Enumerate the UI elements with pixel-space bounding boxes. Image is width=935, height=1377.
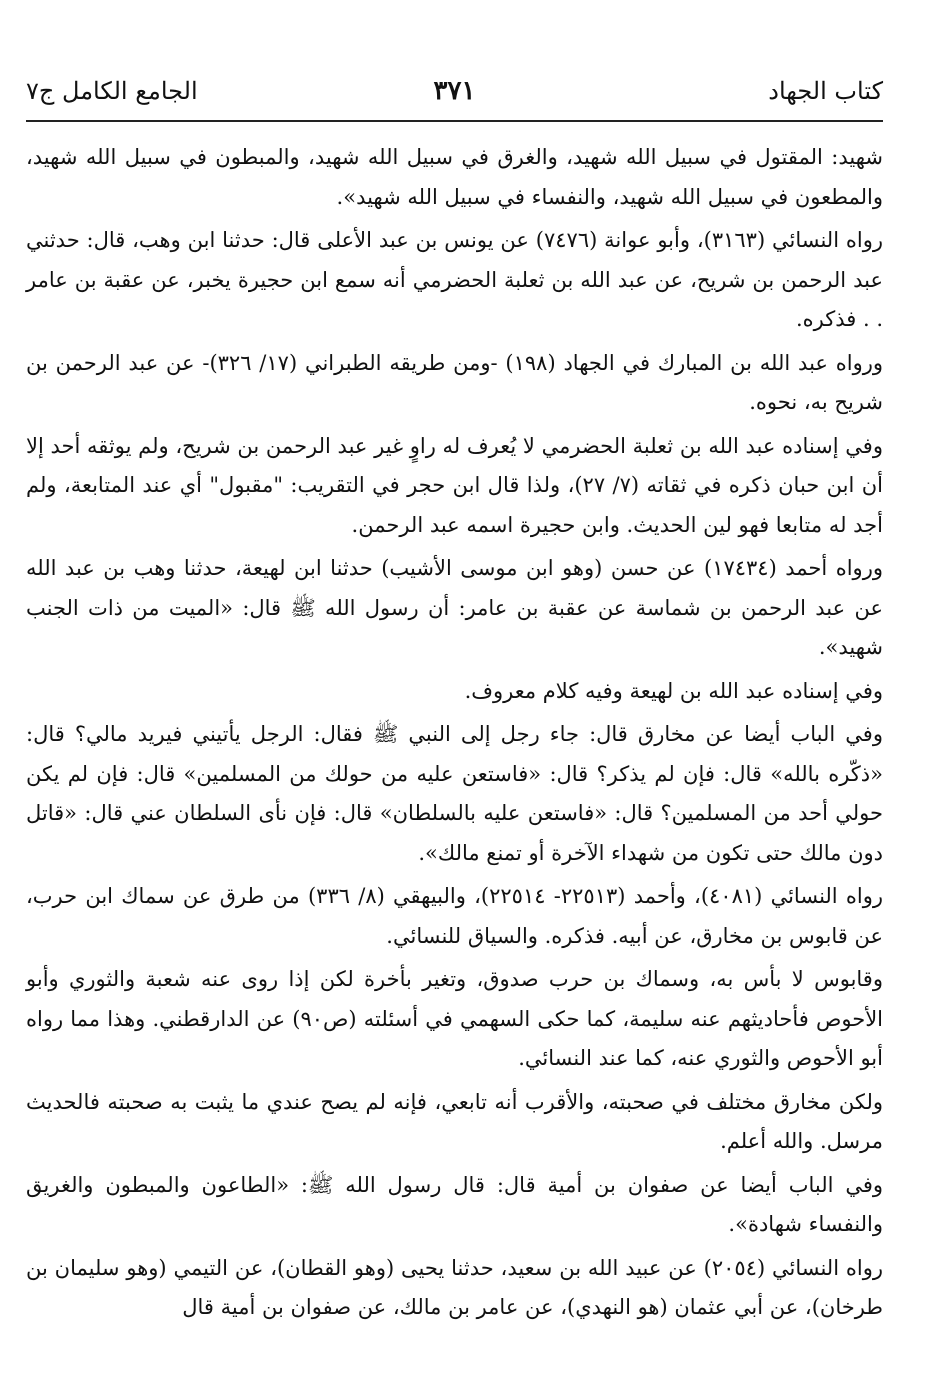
- paragraph: رواه النسائي (٣١٦٣)، وأبو عوانة (٧٤٧٦) عن يونس بن عبد الأعلى قال: حدثنا ابن وهب، قال: حدثني عبد الرحمن بن شريح، عن عبد الله بن ثعلبة الحضرمي أنه سمع ابن حجيرة يخبر، عن عقبة بن عامر . . فذكره.: [26, 228, 883, 331]
- paragraph: رواه النسائي (٢٠٥٤) عن عبيد الله بن سعيد، حدثنا يحيى (وهو القطان)، عن التيمي (وهو سليمان بن طرخان)، عن أبي عثمان (هو النهدي)، عن عامر بن مالك، عن صفوان بن أمية قال: [26, 1255, 883, 1319]
- paragraph: وفي الباب أيضا عن مخارق قال: جاء رجل إلى النبي ﷺ فقال: الرجل يأتيني فيريد مالي؟ قال: «ذكّره بالله» قال: فإن لم يذكر؟ قال: «فاستعن عليه من حولك من المسلمين» قال: فإن لم يكن حولي أحد من المسلمين؟ قال: «فاستعن عليه بالسلطان» قال: فإن نأى السلطان عني قال: «قاتل دون مالك حتى تكون من شهداء الآخرة أو تمنع مالك».: [26, 722, 883, 865]
- series-title: الجامع الكامل ج٧: [26, 77, 198, 105]
- paragraph: وفي الباب أيضا عن صفوان بن أمية قال: قال رسول الله ﷺ: «الطاعون والمبطون والغريق والنفساء شهادة».: [26, 1172, 883, 1236]
- page-body: [26, 138, 883, 1328]
- paragraph: شهيد: المقتول في سبيل الله شهيد، والغرق في سبيل الله شهيد، والمبطون في سبيل الله شهيد، والمطعون في سبيل الله شهيد، والنفساء في سبيل الله شهيد».: [26, 145, 883, 209]
- paragraph: وقابوس لا بأس به، وسماك بن حرب صدوق، وتغير بأخرة لكن إذا روى عنه شعبة والثوري وأبو الأحوص فأحاديثهم عنه سليمة، كما حكى السهمي في أسئلته (ص٩٠) عن الدارقطني. وهذا مما رواه أبو الأحوص والثوري عنه، كما عند النسائي.: [26, 967, 884, 1070]
- page-number: ٣٧١: [433, 76, 476, 106]
- paragraph: رواه النسائي (٤٠٨١)، وأحمد (٢٢٥١٣- ٢٢٥١٤)، والبيهقي (٨/ ٣٣٦) من طرق عن سماك ابن حرب، عن قابوس بن مخارق، عن أبيه. فذكره. والسياق للنسائي.: [26, 884, 883, 948]
- paragraph: ولكن مخارق مختلف في صحبته، والأقرب أنه تابعي، فإنه لم يصح عندي ما يثبت به صحبته فالحديث مرسل. والله أعلم.: [26, 1089, 883, 1153]
- paragraph: وفي إسناده عبد الله بن ثعلبة الحضرمي لا يُعرف له راوٍ غير عبد الرحمن بن شريح، ولم يوثقه أحد إلا أن ابن حبان ذكره في ثقاته (٧/ ٢٧)، ولذا قال ابن حجر في التقريب: "مقبول" أي عند المتابعة، ولم أجد له متابعا فهو لين الحديث. وابن حجيرة اسمه عبد الرحمن.: [26, 433, 883, 537]
- paragraph: ورواه عبد الله بن المبارك في الجهاد (١٩٨) -ومن طريقه الطبراني (١٧/ ٣٢٦)- عن عبد الرحمن بن شريح به، نحوه.: [26, 350, 883, 414]
- page-header: [26, 60, 883, 122]
- paragraph: ورواه أحمد (١٧٤٣٤) عن حسن (وهو ابن موسى الأشيب) حدثنا ابن لهيعة، حدثنا وهب بن عبد الله عن عبد الرحمن بن شماسة عن عقبة بن عامر: أن رسول الله ﷺ قال: «الميت من ذات الجنب شهيد».: [26, 556, 883, 659]
- paragraph: وفي إسناده عبد الله بن لهيعة وفيه كلام معروف.: [464, 678, 883, 703]
- book-title: كتاب الجهاد: [768, 77, 883, 105]
- book-page: [26, 60, 883, 1360]
